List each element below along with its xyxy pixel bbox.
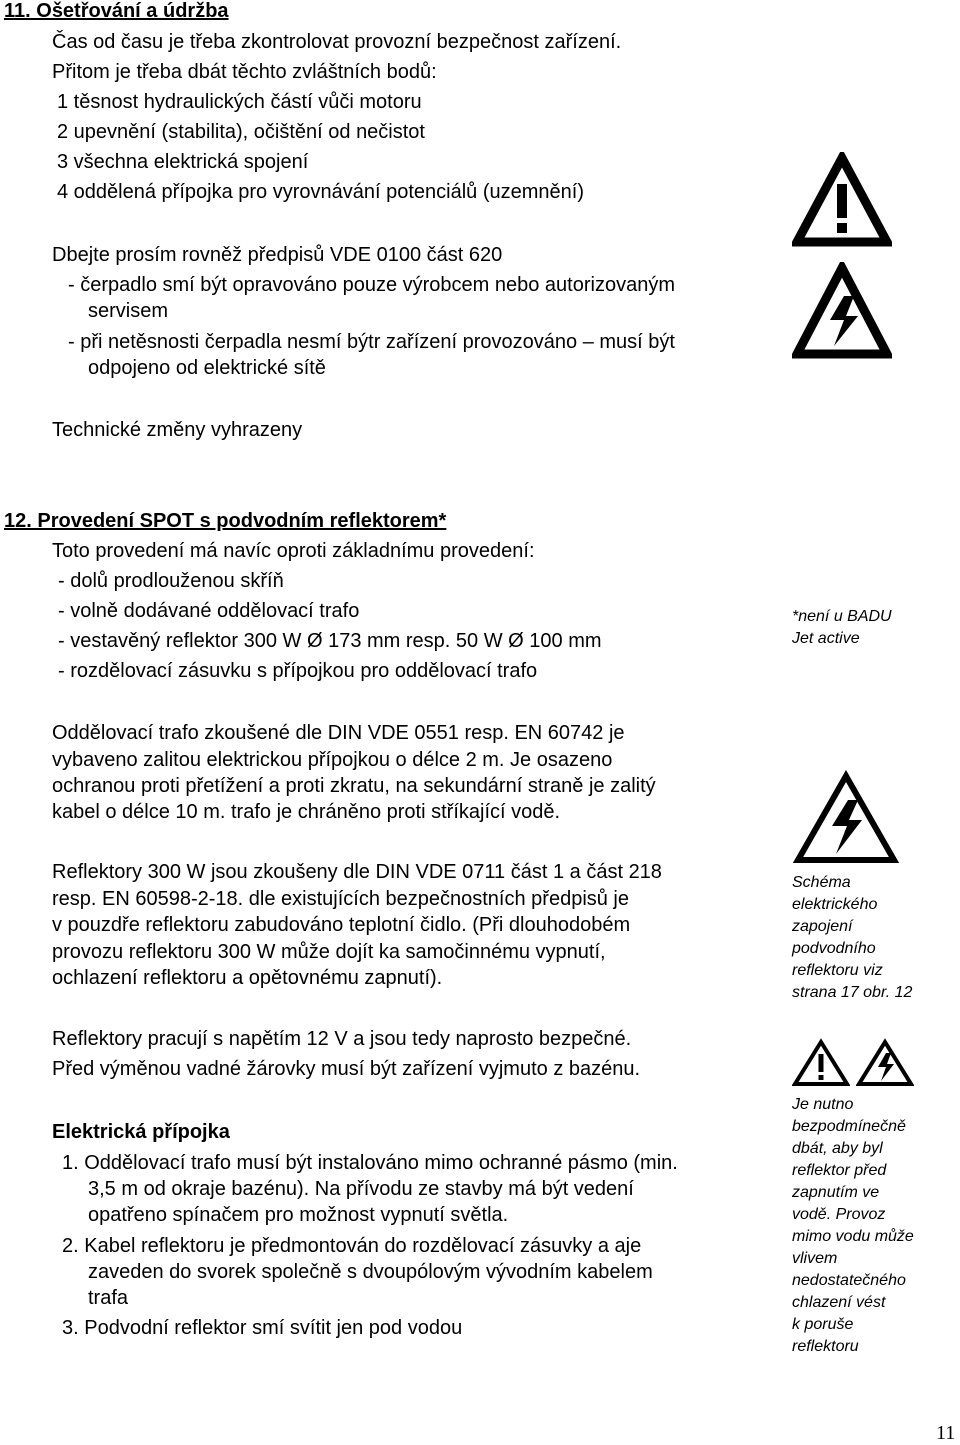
transformer-line: Oddělovací trafo zkoušené dle DIN VDE 0551 resp. EN 60742 je bbox=[52, 722, 625, 744]
note-warning: Je nutno bezpodmínečně dbát, aby byl reflektor před zapnutím ve vodě. Provoz mimo vodu může vlivem nedostatečného chlazení vést k poruše reflektoru bbox=[792, 1096, 914, 1355]
electric-shock-warning-icon bbox=[792, 770, 900, 866]
technical-changes-note: Technické změny vyhrazeny bbox=[52, 419, 303, 441]
vde-line: servisem bbox=[88, 300, 169, 322]
reflector-line: Reflektory 300 W jsou zkoušeny dle DIN VDE 0711 část 1 a část 218 bbox=[52, 861, 662, 883]
reflector-line: v pouzdře reflektoru zabudováno teplotní čidlo. (Při dlouhodobém bbox=[52, 914, 631, 936]
connection-item: trafa bbox=[88, 1287, 129, 1309]
connection-item: 2. Kabel reflektoru je předmontován do rozdělovací zásuvky a aje bbox=[62, 1235, 642, 1257]
note-schema: Schéma elektrického zapojení podvodního reflektoru viz strana 17 obr. 12 bbox=[792, 874, 913, 1001]
maintenance-intro-line: Přitom je třeba dbát těchto zvláštních bodů: bbox=[52, 61, 437, 83]
reflector-line: provozu reflektoru 300 W může dojít ka samočinnému vypnutí, bbox=[52, 941, 606, 963]
note-badu: *není u BADU Jet active bbox=[792, 608, 892, 647]
maintenance-point: 1 těsnost hydraulických částí vůči motoru bbox=[57, 91, 422, 113]
spot-feature-item: - rozdělovací zásuvku s přípojkou pro oddělovací trafo bbox=[58, 660, 538, 682]
maintenance-point: 3 všechna elektrická spojení bbox=[57, 151, 309, 173]
vde-line: - při netěsnosti čerpadla nesmí býtr zařízení provozováno – musí být bbox=[68, 331, 675, 353]
connection-item: opatřeno spínačem pro možnost vypnutí světla. bbox=[88, 1204, 509, 1226]
vde-line: - čerpadlo smí být opravováno pouze výrobcem nebo autorizovaným bbox=[68, 274, 675, 296]
maintenance-point: 4 oddělená přípojka pro vyrovnávání potenciálů (uzemnění) bbox=[57, 181, 584, 203]
spot-feature-item: - dolů prodlouženou skříň bbox=[58, 570, 284, 592]
vde-line: Dbejte prosím rovněž předpisů VDE 0100 část 620 bbox=[52, 244, 503, 266]
section-12-heading: 12. Provedení SPOT s podvodním reflektorem* bbox=[4, 510, 447, 532]
maintenance-intro-line: Čas od času je třeba zkontrolovat provozní bezpečnost zařízení. bbox=[52, 31, 622, 53]
reflector-line: ochlazení reflektoru a opětovnému zapnutí). bbox=[52, 967, 443, 989]
connection-heading: Elektrická přípojka bbox=[52, 1121, 230, 1143]
transformer-line: ochranou proti přetížení a proti zkratu, na sekundární straně je zalitý bbox=[52, 775, 656, 797]
exclamation-warning-icon bbox=[792, 152, 892, 248]
connection-item: 3,5 m od okraje bazénu). Na přívodu ze stavby má být vedení bbox=[88, 1178, 634, 1200]
maintenance-point: 2 upevnění (stabilita), očištění od nečistot bbox=[57, 121, 425, 143]
vde-line: odpojeno od elektrické sítě bbox=[88, 357, 326, 379]
connection-item: zaveden do svorek společně s dvoupólovým vývodním kabelem bbox=[88, 1261, 653, 1283]
voltage-line: Před výměnou vadné žárovky musí být zařízení vyjmuto z bazénu. bbox=[52, 1058, 641, 1080]
electric-shock-warning-icon bbox=[792, 262, 892, 360]
spot-feature-item: - volně dodávané oddělovací trafo bbox=[58, 600, 360, 622]
voltage-line: Reflektory pracují s napětím 12 V a jsou tedy naprosto bezpečné. bbox=[52, 1028, 632, 1050]
transformer-line: kabel o délce 10 m. trafo je chráněno proti stříkající vodě. bbox=[52, 801, 561, 823]
spot-intro-line: Toto provedení má navíc oproti základnímu provedení: bbox=[52, 540, 535, 562]
page-number: 11 bbox=[936, 1422, 956, 1444]
spot-feature-item: - vestavěný reflektor 300 W Ø 173 mm resp. 50 W Ø 100 mm bbox=[58, 630, 602, 652]
exclamation-warning-icon bbox=[792, 1038, 850, 1088]
transformer-line: vybaveno zalitou elektrickou přípojkou o délce 2 m. Je osazeno bbox=[52, 749, 613, 771]
connection-item: 3. Podvodní reflektor smí svítit jen pod vodou bbox=[62, 1317, 463, 1339]
section-11-heading: 11. Ošetřování a údržba bbox=[4, 0, 229, 22]
connection-item: 1. Oddělovací trafo musí být instalováno mimo ochranné pásmo (min. bbox=[62, 1152, 678, 1174]
reflector-line: resp. EN 60598-2-18. dle existujících bezpečnostních předpisů je bbox=[52, 888, 630, 910]
electric-shock-warning-icon bbox=[856, 1038, 914, 1088]
